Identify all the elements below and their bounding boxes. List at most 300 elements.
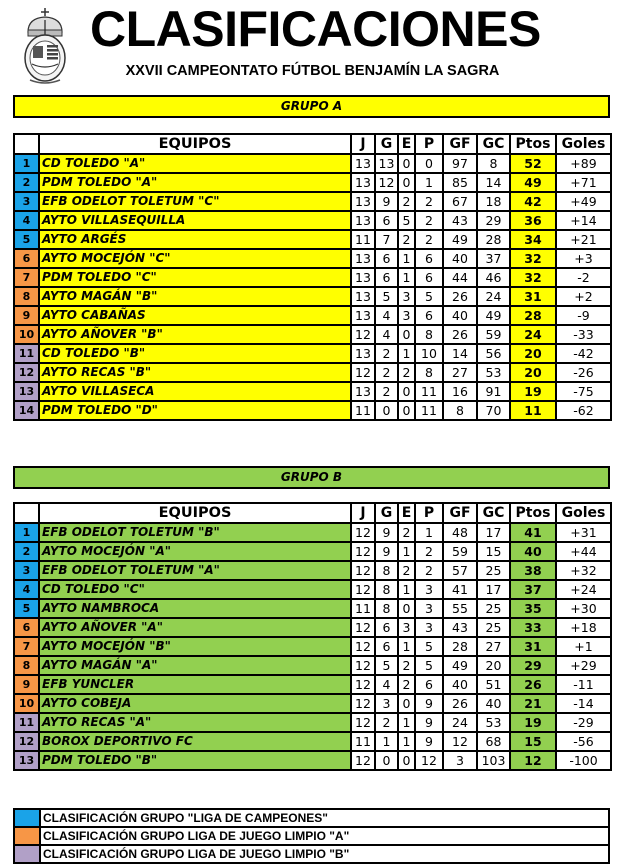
points-cell: 40 <box>510 542 556 561</box>
stat-cell-j: 12 <box>351 580 375 599</box>
table-row <box>14 154 611 173</box>
stat-cell-gc: 53 <box>477 713 510 732</box>
stat-cell-gf: 55 <box>443 599 477 618</box>
group-a-header: GRUPO A <box>13 95 610 118</box>
position-cell: 6 <box>14 249 39 268</box>
stat-cell-e: 2 <box>398 230 415 249</box>
stat-cell-e: 2 <box>398 561 415 580</box>
team-name-cell: AYTO VILLASECA <box>39 382 351 401</box>
goal-difference-cell: -100 <box>556 751 611 770</box>
stat-cell-p: 9 <box>415 694 443 713</box>
stat-cell-j: 12 <box>351 675 375 694</box>
goal-difference-cell: +44 <box>556 542 611 561</box>
stat-cell-gf: 48 <box>443 523 477 542</box>
table-row <box>14 751 611 770</box>
points-cell: 41 <box>510 523 556 542</box>
team-name-cell: AYTO RECAS "A" <box>39 713 351 732</box>
stat-cell-e: 0 <box>398 154 415 173</box>
points-cell: 36 <box>510 211 556 230</box>
goal-difference-cell: +3 <box>556 249 611 268</box>
stat-cell-p: 6 <box>415 675 443 694</box>
column-header-gf: GF <box>443 503 477 523</box>
stat-cell-p: 8 <box>415 325 443 344</box>
stat-cell-g: 9 <box>375 542 398 561</box>
stat-cell-p: 5 <box>415 656 443 675</box>
legend-label: CLASIFICACIÓN GRUPO "LIGA DE CAMPEONES" <box>43 811 328 825</box>
position-cell: 1 <box>14 154 39 173</box>
points-cell: 49 <box>510 173 556 192</box>
position-cell: 5 <box>14 230 39 249</box>
column-header-gf: GF <box>443 134 477 154</box>
stat-cell-gf: 40 <box>443 675 477 694</box>
stat-cell-g: 6 <box>375 211 398 230</box>
stat-cell-e: 0 <box>398 382 415 401</box>
goal-difference-cell: -29 <box>556 713 611 732</box>
stat-cell-gf: 26 <box>443 325 477 344</box>
position-cell: 3 <box>14 192 39 211</box>
page-title: CLASIFICACIONES <box>90 1 541 57</box>
column-header-gc: GC <box>477 503 510 523</box>
team-name-cell: AYTO RECAS "B" <box>39 363 351 382</box>
points-cell: 34 <box>510 230 556 249</box>
stat-cell-j: 12 <box>351 694 375 713</box>
page-subtitle: XXVII CAMPEONTATO FÚTBOL BENJAMÍN LA SAGRA <box>125 63 500 79</box>
points-cell: 19 <box>510 713 556 732</box>
table-row <box>14 542 611 561</box>
stat-cell-g: 6 <box>375 618 398 637</box>
stat-cell-j: 11 <box>351 230 375 249</box>
stat-cell-gf: 41 <box>443 580 477 599</box>
stat-cell-j: 11 <box>351 732 375 751</box>
team-name-cell: AYTO MOCEJÓN "B" <box>39 637 351 656</box>
position-cell: 2 <box>14 173 39 192</box>
stat-cell-p: 9 <box>415 732 443 751</box>
stat-cell-gc: 24 <box>477 287 510 306</box>
stat-cell-gf: 28 <box>443 637 477 656</box>
stat-cell-gf: 40 <box>443 249 477 268</box>
stat-cell-j: 12 <box>351 542 375 561</box>
goal-difference-cell: +21 <box>556 230 611 249</box>
stat-cell-gf: 49 <box>443 656 477 675</box>
team-name-cell: EFB YUNCLER <box>39 675 351 694</box>
stat-cell-gc: 103 <box>477 751 510 770</box>
stat-cell-e: 0 <box>398 401 415 420</box>
team-name-cell: AYTO ARGÉS <box>39 230 351 249</box>
column-header-gc: GC <box>477 134 510 154</box>
stat-cell-p: 6 <box>415 268 443 287</box>
stat-cell-g: 2 <box>375 363 398 382</box>
position-cell: 8 <box>14 287 39 306</box>
column-header-team: EQUIPOS <box>39 503 351 523</box>
table-row <box>14 287 611 306</box>
legend <box>13 808 610 864</box>
stat-cell-gf: 43 <box>443 618 477 637</box>
stat-cell-p: 3 <box>415 580 443 599</box>
column-header-e: E <box>398 134 415 154</box>
legend-item <box>15 810 608 826</box>
table-row <box>14 192 611 211</box>
points-cell: 12 <box>510 751 556 770</box>
team-name-cell: CD TOLEDO "C" <box>39 580 351 599</box>
stat-cell-e: 1 <box>398 580 415 599</box>
points-cell: 37 <box>510 580 556 599</box>
stat-cell-g: 3 <box>375 694 398 713</box>
goal-difference-cell: +1 <box>556 637 611 656</box>
stat-cell-e: 2 <box>398 523 415 542</box>
stat-cell-j: 13 <box>351 344 375 363</box>
stat-cell-gf: 3 <box>443 751 477 770</box>
goal-difference-cell: +49 <box>556 192 611 211</box>
team-name-cell: AYTO NAMBROCA <box>39 599 351 618</box>
team-name-cell: AYTO MAGÁN "A" <box>39 656 351 675</box>
stat-cell-gc: 56 <box>477 344 510 363</box>
stat-cell-g: 6 <box>375 637 398 656</box>
stat-cell-p: 6 <box>415 306 443 325</box>
column-header-ptos: Ptos <box>510 503 556 523</box>
stat-cell-p: 3 <box>415 599 443 618</box>
legend-color-swatch <box>15 810 41 826</box>
stat-cell-p: 8 <box>415 363 443 382</box>
points-cell: 38 <box>510 561 556 580</box>
points-cell: 11 <box>510 401 556 420</box>
stat-cell-j: 13 <box>351 192 375 211</box>
stat-cell-e: 0 <box>398 751 415 770</box>
table-row <box>14 249 611 268</box>
stat-cell-gc: 40 <box>477 694 510 713</box>
table-row <box>14 732 611 751</box>
stat-cell-j: 12 <box>351 325 375 344</box>
stat-cell-e: 1 <box>398 542 415 561</box>
stat-cell-e: 2 <box>398 192 415 211</box>
stat-cell-gc: 49 <box>477 306 510 325</box>
position-cell: 7 <box>14 637 39 656</box>
table-row <box>14 656 611 675</box>
legend-color-swatch <box>15 846 41 862</box>
stat-cell-j: 12 <box>351 363 375 382</box>
stat-cell-gc: 91 <box>477 382 510 401</box>
team-name-cell: PDM TOLEDO "C" <box>39 268 351 287</box>
points-cell: 21 <box>510 694 556 713</box>
goal-difference-cell: -14 <box>556 694 611 713</box>
points-cell: 31 <box>510 287 556 306</box>
stat-cell-e: 2 <box>398 675 415 694</box>
stat-cell-j: 12 <box>351 523 375 542</box>
team-name-cell: EFB ODELOT TOLETUM "A" <box>39 561 351 580</box>
column-header-goles: Goles <box>556 134 611 154</box>
stat-cell-gf: 43 <box>443 211 477 230</box>
stat-cell-j: 12 <box>351 561 375 580</box>
stat-cell-g: 2 <box>375 713 398 732</box>
stat-cell-gf: 97 <box>443 154 477 173</box>
stat-cell-j: 12 <box>351 656 375 675</box>
stat-cell-e: 3 <box>398 287 415 306</box>
points-cell: 52 <box>510 154 556 173</box>
stat-cell-p: 0 <box>415 154 443 173</box>
position-cell: 4 <box>14 580 39 599</box>
stat-cell-gf: 59 <box>443 542 477 561</box>
stat-cell-gc: 46 <box>477 268 510 287</box>
stat-cell-gf: 44 <box>443 268 477 287</box>
column-header-e: E <box>398 503 415 523</box>
table-row <box>14 401 611 420</box>
table-row <box>14 523 611 542</box>
table-row <box>14 325 611 344</box>
team-name-cell: PDM TOLEDO "D" <box>39 401 351 420</box>
table-row <box>14 713 611 732</box>
stat-cell-e: 0 <box>398 694 415 713</box>
table-row <box>14 268 611 287</box>
stat-cell-p: 1 <box>415 523 443 542</box>
stat-cell-g: 1 <box>375 732 398 751</box>
column-header-ptos: Ptos <box>510 134 556 154</box>
stat-cell-gc: 37 <box>477 249 510 268</box>
stat-cell-p: 12 <box>415 751 443 770</box>
stat-cell-gf: 14 <box>443 344 477 363</box>
position-cell: 10 <box>14 694 39 713</box>
position-cell: 5 <box>14 599 39 618</box>
coat-of-arms-icon <box>20 8 70 86</box>
goal-difference-cell: -42 <box>556 344 611 363</box>
team-name-cell: AYTO MAGÁN "B" <box>39 287 351 306</box>
team-name-cell: AYTO CABAÑAS <box>39 306 351 325</box>
group-a-standings-table <box>13 133 612 421</box>
stat-cell-gc: 8 <box>477 154 510 173</box>
points-cell: 31 <box>510 637 556 656</box>
position-cell: 12 <box>14 732 39 751</box>
goal-difference-cell: +71 <box>556 173 611 192</box>
table-row <box>14 211 611 230</box>
position-cell: 7 <box>14 268 39 287</box>
table-row <box>14 694 611 713</box>
stat-cell-gf: 24 <box>443 713 477 732</box>
column-header-j: J <box>351 134 375 154</box>
stat-cell-g: 8 <box>375 599 398 618</box>
legend-color-swatch <box>15 828 41 844</box>
goal-difference-cell: +14 <box>556 211 611 230</box>
stat-cell-p: 6 <box>415 249 443 268</box>
position-cell: 14 <box>14 401 39 420</box>
stat-cell-j: 11 <box>351 599 375 618</box>
team-name-cell: EFB ODELOT TOLETUM "C" <box>39 192 351 211</box>
stat-cell-gc: 68 <box>477 732 510 751</box>
team-name-cell: AYTO MOCEJÓN "A" <box>39 542 351 561</box>
stat-cell-g: 5 <box>375 287 398 306</box>
column-header-goles: Goles <box>556 503 611 523</box>
stat-cell-g: 8 <box>375 580 398 599</box>
table-row <box>14 580 611 599</box>
stat-cell-e: 3 <box>398 306 415 325</box>
points-cell: 35 <box>510 599 556 618</box>
stat-cell-g: 2 <box>375 382 398 401</box>
points-cell: 32 <box>510 249 556 268</box>
stat-cell-p: 10 <box>415 344 443 363</box>
points-cell: 29 <box>510 656 556 675</box>
goal-difference-cell: -9 <box>556 306 611 325</box>
column-header-position <box>14 134 39 154</box>
stat-cell-e: 1 <box>398 268 415 287</box>
stat-cell-g: 9 <box>375 523 398 542</box>
team-name-cell: CD TOLEDO "A" <box>39 154 351 173</box>
column-header-p: P <box>415 134 443 154</box>
stat-cell-gf: 27 <box>443 363 477 382</box>
stat-cell-gc: 28 <box>477 230 510 249</box>
stat-cell-e: 0 <box>398 173 415 192</box>
goal-difference-cell: +89 <box>556 154 611 173</box>
stat-cell-gf: 40 <box>443 306 477 325</box>
position-cell: 11 <box>14 344 39 363</box>
position-cell: 3 <box>14 561 39 580</box>
position-cell: 11 <box>14 713 39 732</box>
stat-cell-gf: 67 <box>443 192 477 211</box>
stat-cell-p: 2 <box>415 561 443 580</box>
stat-cell-j: 13 <box>351 306 375 325</box>
stat-cell-p: 2 <box>415 542 443 561</box>
stat-cell-e: 1 <box>398 637 415 656</box>
table-header-row <box>14 503 611 523</box>
points-cell: 24 <box>510 325 556 344</box>
goal-difference-cell: -26 <box>556 363 611 382</box>
stat-cell-gc: 17 <box>477 523 510 542</box>
position-cell: 10 <box>14 325 39 344</box>
stat-cell-g: 5 <box>375 656 398 675</box>
stat-cell-gc: 27 <box>477 637 510 656</box>
goal-difference-cell: -2 <box>556 268 611 287</box>
goal-difference-cell: +32 <box>556 561 611 580</box>
table-row <box>14 618 611 637</box>
position-cell: 12 <box>14 363 39 382</box>
stat-cell-j: 12 <box>351 637 375 656</box>
stat-cell-gc: 25 <box>477 618 510 637</box>
points-cell: 20 <box>510 344 556 363</box>
position-cell: 6 <box>14 618 39 637</box>
team-name-cell: PDM TOLEDO "B" <box>39 751 351 770</box>
stat-cell-gf: 85 <box>443 173 477 192</box>
points-cell: 20 <box>510 363 556 382</box>
team-name-cell: EFB ODELOT TOLETUM "B" <box>39 523 351 542</box>
legend-item <box>15 826 608 844</box>
stat-cell-p: 9 <box>415 713 443 732</box>
table-row <box>14 230 611 249</box>
stat-cell-gc: 17 <box>477 580 510 599</box>
table-row <box>14 637 611 656</box>
stat-cell-p: 2 <box>415 211 443 230</box>
stat-cell-g: 13 <box>375 154 398 173</box>
stat-cell-e: 2 <box>398 656 415 675</box>
position-cell: 2 <box>14 542 39 561</box>
stat-cell-g: 0 <box>375 751 398 770</box>
stat-cell-j: 13 <box>351 268 375 287</box>
stat-cell-j: 12 <box>351 713 375 732</box>
stat-cell-gc: 14 <box>477 173 510 192</box>
stat-cell-p: 5 <box>415 287 443 306</box>
team-name-cell: BOROX DEPORTIVO FC <box>39 732 351 751</box>
position-cell: 13 <box>14 751 39 770</box>
stat-cell-p: 3 <box>415 618 443 637</box>
stat-cell-e: 0 <box>398 325 415 344</box>
stat-cell-g: 9 <box>375 192 398 211</box>
stat-cell-p: 2 <box>415 230 443 249</box>
stat-cell-g: 0 <box>375 401 398 420</box>
column-header-position <box>14 503 39 523</box>
points-cell: 33 <box>510 618 556 637</box>
team-name-cell: AYTO VILLASEQUILLA <box>39 211 351 230</box>
column-header-j: J <box>351 503 375 523</box>
goal-difference-cell: -33 <box>556 325 611 344</box>
stat-cell-gf: 16 <box>443 382 477 401</box>
stat-cell-e: 3 <box>398 618 415 637</box>
stat-cell-j: 13 <box>351 211 375 230</box>
column-header-team: EQUIPOS <box>39 134 351 154</box>
table-row <box>14 599 611 618</box>
stat-cell-p: 2 <box>415 192 443 211</box>
stat-cell-gf: 57 <box>443 561 477 580</box>
goal-difference-cell: +2 <box>556 287 611 306</box>
goal-difference-cell: -11 <box>556 675 611 694</box>
column-header-p: P <box>415 503 443 523</box>
team-name-cell: PDM TOLEDO "A" <box>39 173 351 192</box>
goal-difference-cell: +24 <box>556 580 611 599</box>
points-cell: 19 <box>510 382 556 401</box>
position-cell: 9 <box>14 306 39 325</box>
position-cell: 13 <box>14 382 39 401</box>
position-cell: 8 <box>14 656 39 675</box>
stat-cell-gc: 70 <box>477 401 510 420</box>
column-header-g: G <box>375 503 398 523</box>
position-cell: 1 <box>14 523 39 542</box>
table-row <box>14 344 611 363</box>
stat-cell-g: 12 <box>375 173 398 192</box>
goal-difference-cell: +31 <box>556 523 611 542</box>
stat-cell-j: 13 <box>351 173 375 192</box>
position-cell: 9 <box>14 675 39 694</box>
stat-cell-gf: 12 <box>443 732 477 751</box>
points-cell: 26 <box>510 675 556 694</box>
table-row <box>14 382 611 401</box>
stat-cell-gf: 8 <box>443 401 477 420</box>
table-row <box>14 561 611 580</box>
group-b-header: GRUPO B <box>13 466 610 489</box>
stat-cell-j: 13 <box>351 154 375 173</box>
legend-item <box>15 844 608 862</box>
team-name-cell: AYTO AÑOVER "A" <box>39 618 351 637</box>
table-row <box>14 363 611 382</box>
table-row <box>14 173 611 192</box>
stat-cell-gc: 51 <box>477 675 510 694</box>
stat-cell-j: 13 <box>351 287 375 306</box>
stat-cell-j: 13 <box>351 249 375 268</box>
stat-cell-g: 4 <box>375 306 398 325</box>
team-name-cell: AYTO AÑOVER "B" <box>39 325 351 344</box>
position-cell: 4 <box>14 211 39 230</box>
stat-cell-g: 8 <box>375 561 398 580</box>
stat-cell-e: 1 <box>398 249 415 268</box>
points-cell: 42 <box>510 192 556 211</box>
group-b-standings-table <box>13 502 612 771</box>
stat-cell-g: 6 <box>375 249 398 268</box>
stat-cell-e: 5 <box>398 211 415 230</box>
goal-difference-cell: +18 <box>556 618 611 637</box>
stat-cell-e: 1 <box>398 713 415 732</box>
team-name-cell: AYTO COBEJA <box>39 694 351 713</box>
stat-cell-gc: 29 <box>477 211 510 230</box>
stat-cell-gf: 26 <box>443 287 477 306</box>
stat-cell-j: 13 <box>351 382 375 401</box>
table-row <box>14 675 611 694</box>
stat-cell-j: 12 <box>351 751 375 770</box>
column-header-g: G <box>375 134 398 154</box>
legend-label: CLASIFICACIÓN GRUPO LIGA DE JUEGO LIMPIO "A" <box>43 829 350 843</box>
stat-cell-e: 0 <box>398 599 415 618</box>
